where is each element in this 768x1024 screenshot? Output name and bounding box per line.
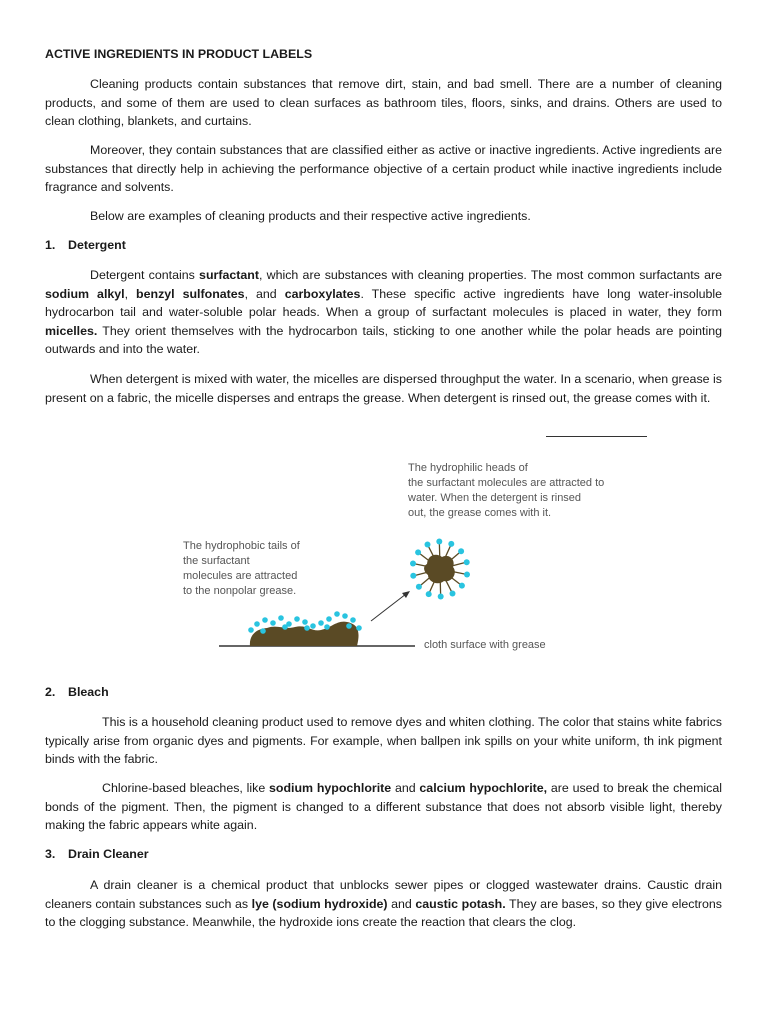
surfactant-head <box>356 625 362 631</box>
surfactant-head <box>438 594 444 600</box>
surfactant-head <box>436 539 442 545</box>
surfactant-head <box>254 621 260 627</box>
surfactant-head <box>425 542 431 548</box>
surfactant-head <box>464 572 470 578</box>
surfactant-head <box>294 616 300 622</box>
section-number: 3. <box>45 847 56 861</box>
surfactant-head <box>415 549 421 555</box>
surfactant-head <box>310 623 316 629</box>
bleach-paragraph-2: Chlorine-based bleaches, like sodium hypochlorite and calcium hypochlorite, are used to break the chemical bonds of the pigment. Then, the pigment is changed to a different substance that does not absorb visible light, thereby making the fabric appears white again. <box>45 781 722 833</box>
surfactant-head <box>260 628 266 634</box>
bleach-paragraph-1: This is a household cleaning product used to remove dyes and whiten clothing. The color that stains white fabrics typically arise from organic dyes and pigments. For example, when ballpen ink spills on your white uniform, th ink pigment binds with the fabric. <box>45 715 722 767</box>
section-number: 2. <box>45 685 56 699</box>
surfactant-head <box>324 624 330 630</box>
surfactant-head <box>326 616 332 622</box>
surfactant-head <box>302 619 308 625</box>
surfactant-head <box>318 620 324 626</box>
surfactant-head <box>416 584 422 590</box>
section-title: Drain Cleaner <box>68 847 149 861</box>
micelle-diagram <box>45 0 722 700</box>
surfactant-head <box>248 627 254 633</box>
page-title: ACTIVE INGREDIENTS IN PRODUCT LABELS <box>45 47 313 61</box>
surfactant-head <box>278 615 284 621</box>
section-heading-drain-cleaner <box>45 847 149 861</box>
surfactant-head <box>342 613 348 619</box>
surfactant-head <box>426 591 432 597</box>
surfactant-head <box>334 611 340 617</box>
drain-paragraph-1: A drain cleaner is a chemical product that unblocks sewer pipes or clogged wastewater drains. Caustic drain cleaners contain substances such as lye (sodium hydroxide) and caustic potash. They are bases, so they give electrons to the clogging substance. Meanwhile, the hydroxide ions create the reaction that clears the clog. <box>45 878 722 930</box>
detergent-paragraph-1: Detergent contains surfactant, which are substances with cleaning properties. The most common surfactants are sodium alkyl, benzyl sulfonates, and carboxylates. These specific active ingredients have long water-insoluble hydrocarbon tail and water-soluble polar heads. When a group of surfactant molecules is placed in water, they form micelles. They orient themselves with the hydrocarbon tails, sticking to one another while the polar heads are pointing outwards and into the water. <box>45 268 723 357</box>
grease-blob <box>250 622 359 646</box>
detergent-paragraph-2: When detergent is mixed with water, the micelles are dispersed throughput the water. In a scenario, when grease is present on a fabric, the micelle disperses and entraps the grease. When detergent is rinsed out, the grease comes with it. <box>45 372 722 405</box>
caption-hydrophilic-heads: The hydrophilic heads of the surfactant molecules are attracted to water. When the detergent is rinsed out, the grease comes with it. <box>408 462 605 519</box>
surfactant-head <box>464 559 470 565</box>
surfactant-head <box>450 591 456 597</box>
surfactant-head <box>410 573 416 579</box>
surfactant-head <box>350 617 356 623</box>
surfactant-head <box>304 625 310 631</box>
surfactant-head <box>459 583 465 589</box>
arrow-head <box>402 591 410 598</box>
intro-paragraph-1: Cleaning products contain substances that remove dirt, stain, and bad smell. There are a number of cleaning products, and some of them are used to clean surfaces as bathroom tiles, floors, sinks, and drains. Others are used to clean clothing, blankets, and curtains. <box>45 77 722 129</box>
intro-paragraph-3: Below are examples of cleaning products and their respective active ingredients. <box>90 209 531 223</box>
section-number: 1. <box>45 238 56 252</box>
surfactant-head <box>262 617 268 623</box>
caption-cloth-surface: cloth surface with grease <box>424 639 546 651</box>
surfactant-head <box>410 561 416 567</box>
section-heading-bleach <box>45 685 109 699</box>
arrow-line <box>371 594 406 621</box>
intro-paragraph-2: Moreover, they contain substances that are classified either as active or inactive ingredients. Active ingredients are substances that directly help in achieving the performance objective of a certain product while inactive ingredients include fragrance and solvents. <box>45 143 722 195</box>
section-title: Detergent <box>68 238 126 252</box>
caption-hydrophobic-tails: The hydrophobic tails of the surfactant molecules are attracted to the nonpolar grease. <box>183 540 300 597</box>
surfactant-head <box>346 623 352 629</box>
section-title: Bleach <box>68 685 109 699</box>
surfactant-head <box>458 548 464 554</box>
surfactant-head <box>448 541 454 547</box>
surfactant-head <box>282 624 288 630</box>
surfactant-head <box>270 620 276 626</box>
micelle <box>410 539 470 600</box>
